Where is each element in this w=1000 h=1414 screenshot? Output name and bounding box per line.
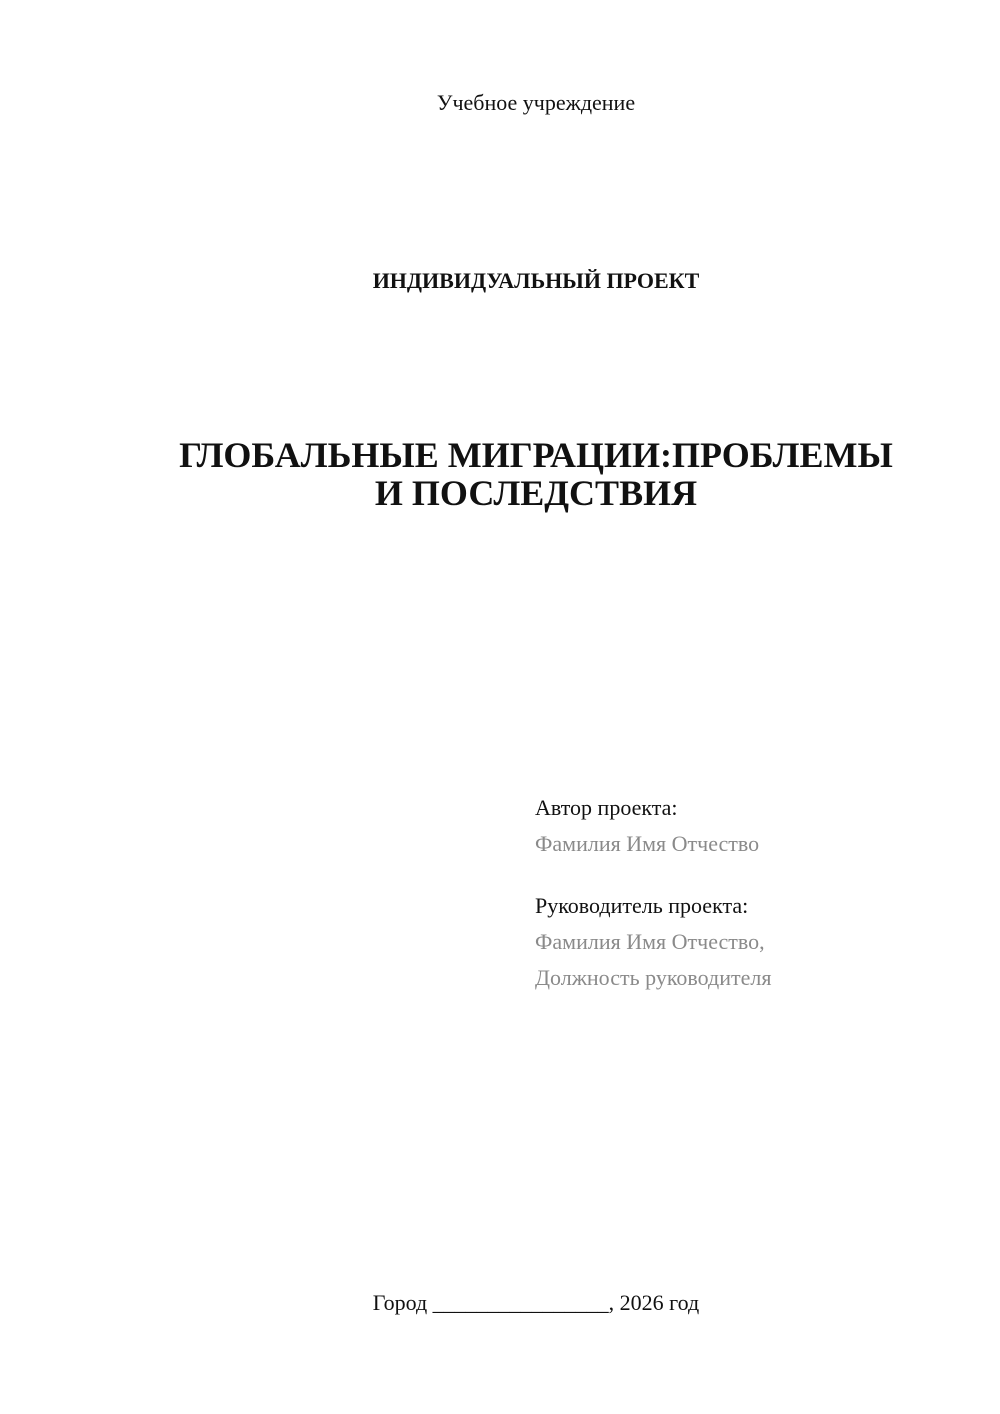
institution-name: Учебное учреждение	[436, 90, 636, 115]
supervisor-name: Фамилия Имя Отчество,	[535, 929, 765, 954]
project-title-line-2: И ПОСЛЕДСТВИЯ	[374, 473, 698, 513]
document-type: ИНДИВИДУАЛЬНЫЙ ПРОЕКТ	[372, 268, 700, 293]
project-title	[0, 436, 1000, 512]
city-year-line: Город ________________, 2026 год	[372, 1290, 700, 1315]
author-name: Фамилия Имя Отчество	[535, 831, 760, 856]
supervisor-position: Должность руководителя	[535, 965, 772, 990]
project-credits	[535, 790, 975, 996]
supervisor-label: Руководитель проекта:	[535, 893, 749, 918]
project-title-line-1: ГЛОБАЛЬНЫЕ МИГРАЦИИ:ПРОБЛЕМЫ	[179, 435, 893, 475]
author-label: Автор проекта:	[535, 795, 678, 820]
credits-spacer	[535, 862, 975, 888]
